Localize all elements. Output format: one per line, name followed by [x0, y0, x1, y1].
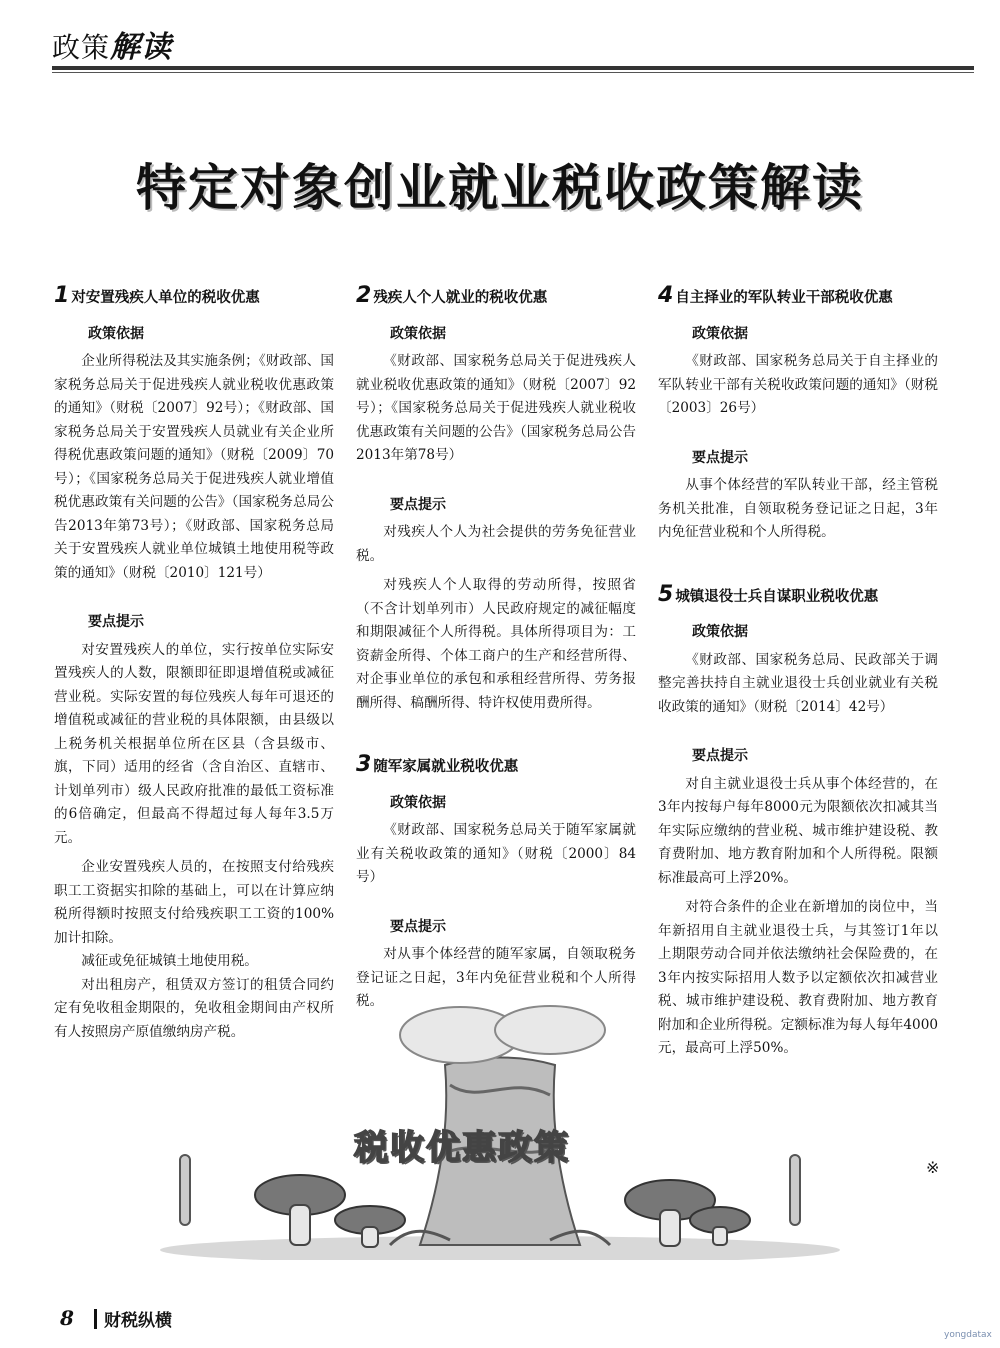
header-rule-thin	[52, 72, 974, 73]
section-label	[52, 22, 172, 66]
column-3	[658, 284, 938, 1061]
section-number: 2	[356, 283, 372, 308]
section-1-title	[54, 284, 334, 311]
column-1	[54, 284, 334, 1044]
section-label-b: 解读	[110, 30, 173, 65]
section-title-text: 随军家属就业税收优惠	[373, 759, 519, 775]
policy-basis-text: 企业所得税法及其实施条例；《财政部、国家税务总局关于促进残疾人就业税收优惠政策的通知》（财税〔2007〕92号）；《财政部、国家税务总局关于安置残疾人员就业有关企业所得税优惠政策问题的通知》（财税〔2009〕70号）；《国家税务总局关于促进残疾人就业增值税优惠政策有关问题的公告》（国家税务总局公告2013年第73号）；《财政部、国家税务总局关于安置残疾人就业单位城镇土地使用税等政策的通知》（财税〔2010〕121号）	[54, 353, 334, 581]
policy-basis-heading: 政策依据	[692, 325, 748, 342]
key-points-heading: 要点提示	[692, 449, 748, 466]
policy-basis-text: 《财政部、国家税务总局、民政部关于调整完善扶持自主就业退役士兵创业就业有关税收政策的通知》（财税〔2014〕42号）	[658, 651, 938, 715]
paragraph: 对自主就业退役士兵从事个体经营的，在3年内按每户每年8000元为限额依次扣减其当年实际应缴纳的营业税、城市维护建设税、教育费附加、地方教育附加和个人所得税。限额标准最高可上浮20%。	[658, 775, 938, 886]
paragraph: 对符合条件的企业在新增加的岗位中，当年新招用自主就业退役士兵，与其签订1年以上期限劳动合同并依法缴纳社会保险费的，在3年内按实际招用人数予以定额依次扣减营业税、城市维护建设税、教育费附加、地方教育附加和企业所得税。定额标准为每人每年4000元，最高可上浮50%。	[658, 899, 938, 1056]
section-number: 5	[658, 581, 674, 607]
section-5-title	[658, 583, 938, 610]
policy-basis-heading: 政策依据	[692, 624, 748, 640]
section-number: 4	[658, 283, 674, 308]
section-4-title	[658, 284, 938, 311]
policy-basis-text: 《财政部、国家税务总局关于自主择业的军队转业干部有关税收政策问题的通知》（财税〔2003〕26号）	[658, 353, 938, 416]
footer-divider	[94, 1309, 97, 1329]
paragraph: 企业安置残疾人员的，在按照支付给残疾职工工资据实扣除的基础上，可以在计算应纳税所得额时按照支付给残疾职工工资的100%加计扣除。	[54, 859, 334, 946]
paragraph: 从事个体经营的军队转业干部，经主管税务机关批准，自领取税务登记证之日起，3年内免征营业税和个人所得税。	[658, 477, 938, 540]
section-label-a: 政策	[52, 31, 111, 64]
policy-basis-heading: 政策依据	[390, 794, 446, 811]
illustration-caption: 税收优惠政策	[354, 1128, 570, 1168]
section-number: 1	[54, 283, 70, 308]
end-mark: ※	[926, 1158, 940, 1177]
section-2-title	[356, 284, 636, 311]
section-title-text: 城镇退役士兵自谋职业税收优惠	[675, 588, 879, 605]
paragraph: 对出租房产，租赁双方签订的租赁合同约定有免收租金期限的，免收租金期间由产权所有人按照房产原值缴纳房产税。	[54, 976, 334, 1040]
paragraph: 对安置残疾人的单位，实行按单位实际安置残疾人的人数，限额即征即退增值税或减征营业税。实际安置的每位残疾人每年可退还的增值税或减征的营业税的具体限额，由县级以上税务机关根据单位所在区县（含县级市、旗，下同）适用的经省（含自治区、直辖市、计划单列市）级人民政府批准的最低工资标准的6倍确定，但最高不得超过每人每年3.5万元。	[54, 641, 334, 846]
section-3-title	[356, 753, 636, 780]
paragraph: 减征或免征城镇土地使用税。	[81, 953, 258, 969]
key-points-heading: 要点提示	[390, 496, 446, 513]
policy-basis-text: 《财政部、国家税务总局关于促进残疾人就业税收优惠政策的通知》（财税〔2007〕92号）；《国家税务总局关于促进残疾人就业税收优惠政策有关问题的公告》（国家税务总局公告2013年第78号）	[356, 353, 636, 463]
paragraph: 对残疾人个人取得的劳动所得，按照省（不含计划单列市）人民政府规定的减征幅度和期限减征个人所得税。具体所得项目为：工资薪金所得、个体工商户的生产和经营所得、对企事业单位的承包和承租经营所得、劳务报酬所得、稿酬所得、特许权使用费所得。	[356, 577, 636, 711]
paragraph: 对残疾人个人为社会提供的劳务免征营业税。	[356, 524, 636, 564]
magazine-name: 财税纵横	[104, 1311, 172, 1331]
header-rule	[52, 66, 974, 70]
section-title-text: 自主择业的军队转业干部税收优惠	[675, 290, 893, 306]
section-title-text: 残疾人个人就业的税收优惠	[373, 290, 548, 306]
column-2	[356, 284, 636, 1014]
key-points-heading: 要点提示	[390, 918, 446, 935]
page-number: 8	[60, 1306, 74, 1330]
paragraph: 对从事个体经营的随军家属，自领取税务登记证之日起，3年内免征营业税和个人所得税。	[356, 946, 636, 1009]
section-title-text: 对安置残疾人单位的税收优惠	[71, 290, 260, 306]
policy-basis-heading: 政策依据	[390, 325, 446, 342]
section-number: 3	[356, 752, 372, 777]
watermark: yongdatax	[944, 1330, 992, 1340]
policy-basis-text: 《财政部、国家税务总局关于随军家属就业有关税收政策的通知》（财税〔2000〕84号）	[356, 822, 636, 885]
key-points-heading: 要点提示	[88, 614, 144, 630]
page-title: 特定对象创业就业税收政策解读	[136, 159, 864, 217]
policy-basis-heading: 政策依据	[88, 325, 144, 342]
key-points-heading: 要点提示	[692, 748, 748, 764]
